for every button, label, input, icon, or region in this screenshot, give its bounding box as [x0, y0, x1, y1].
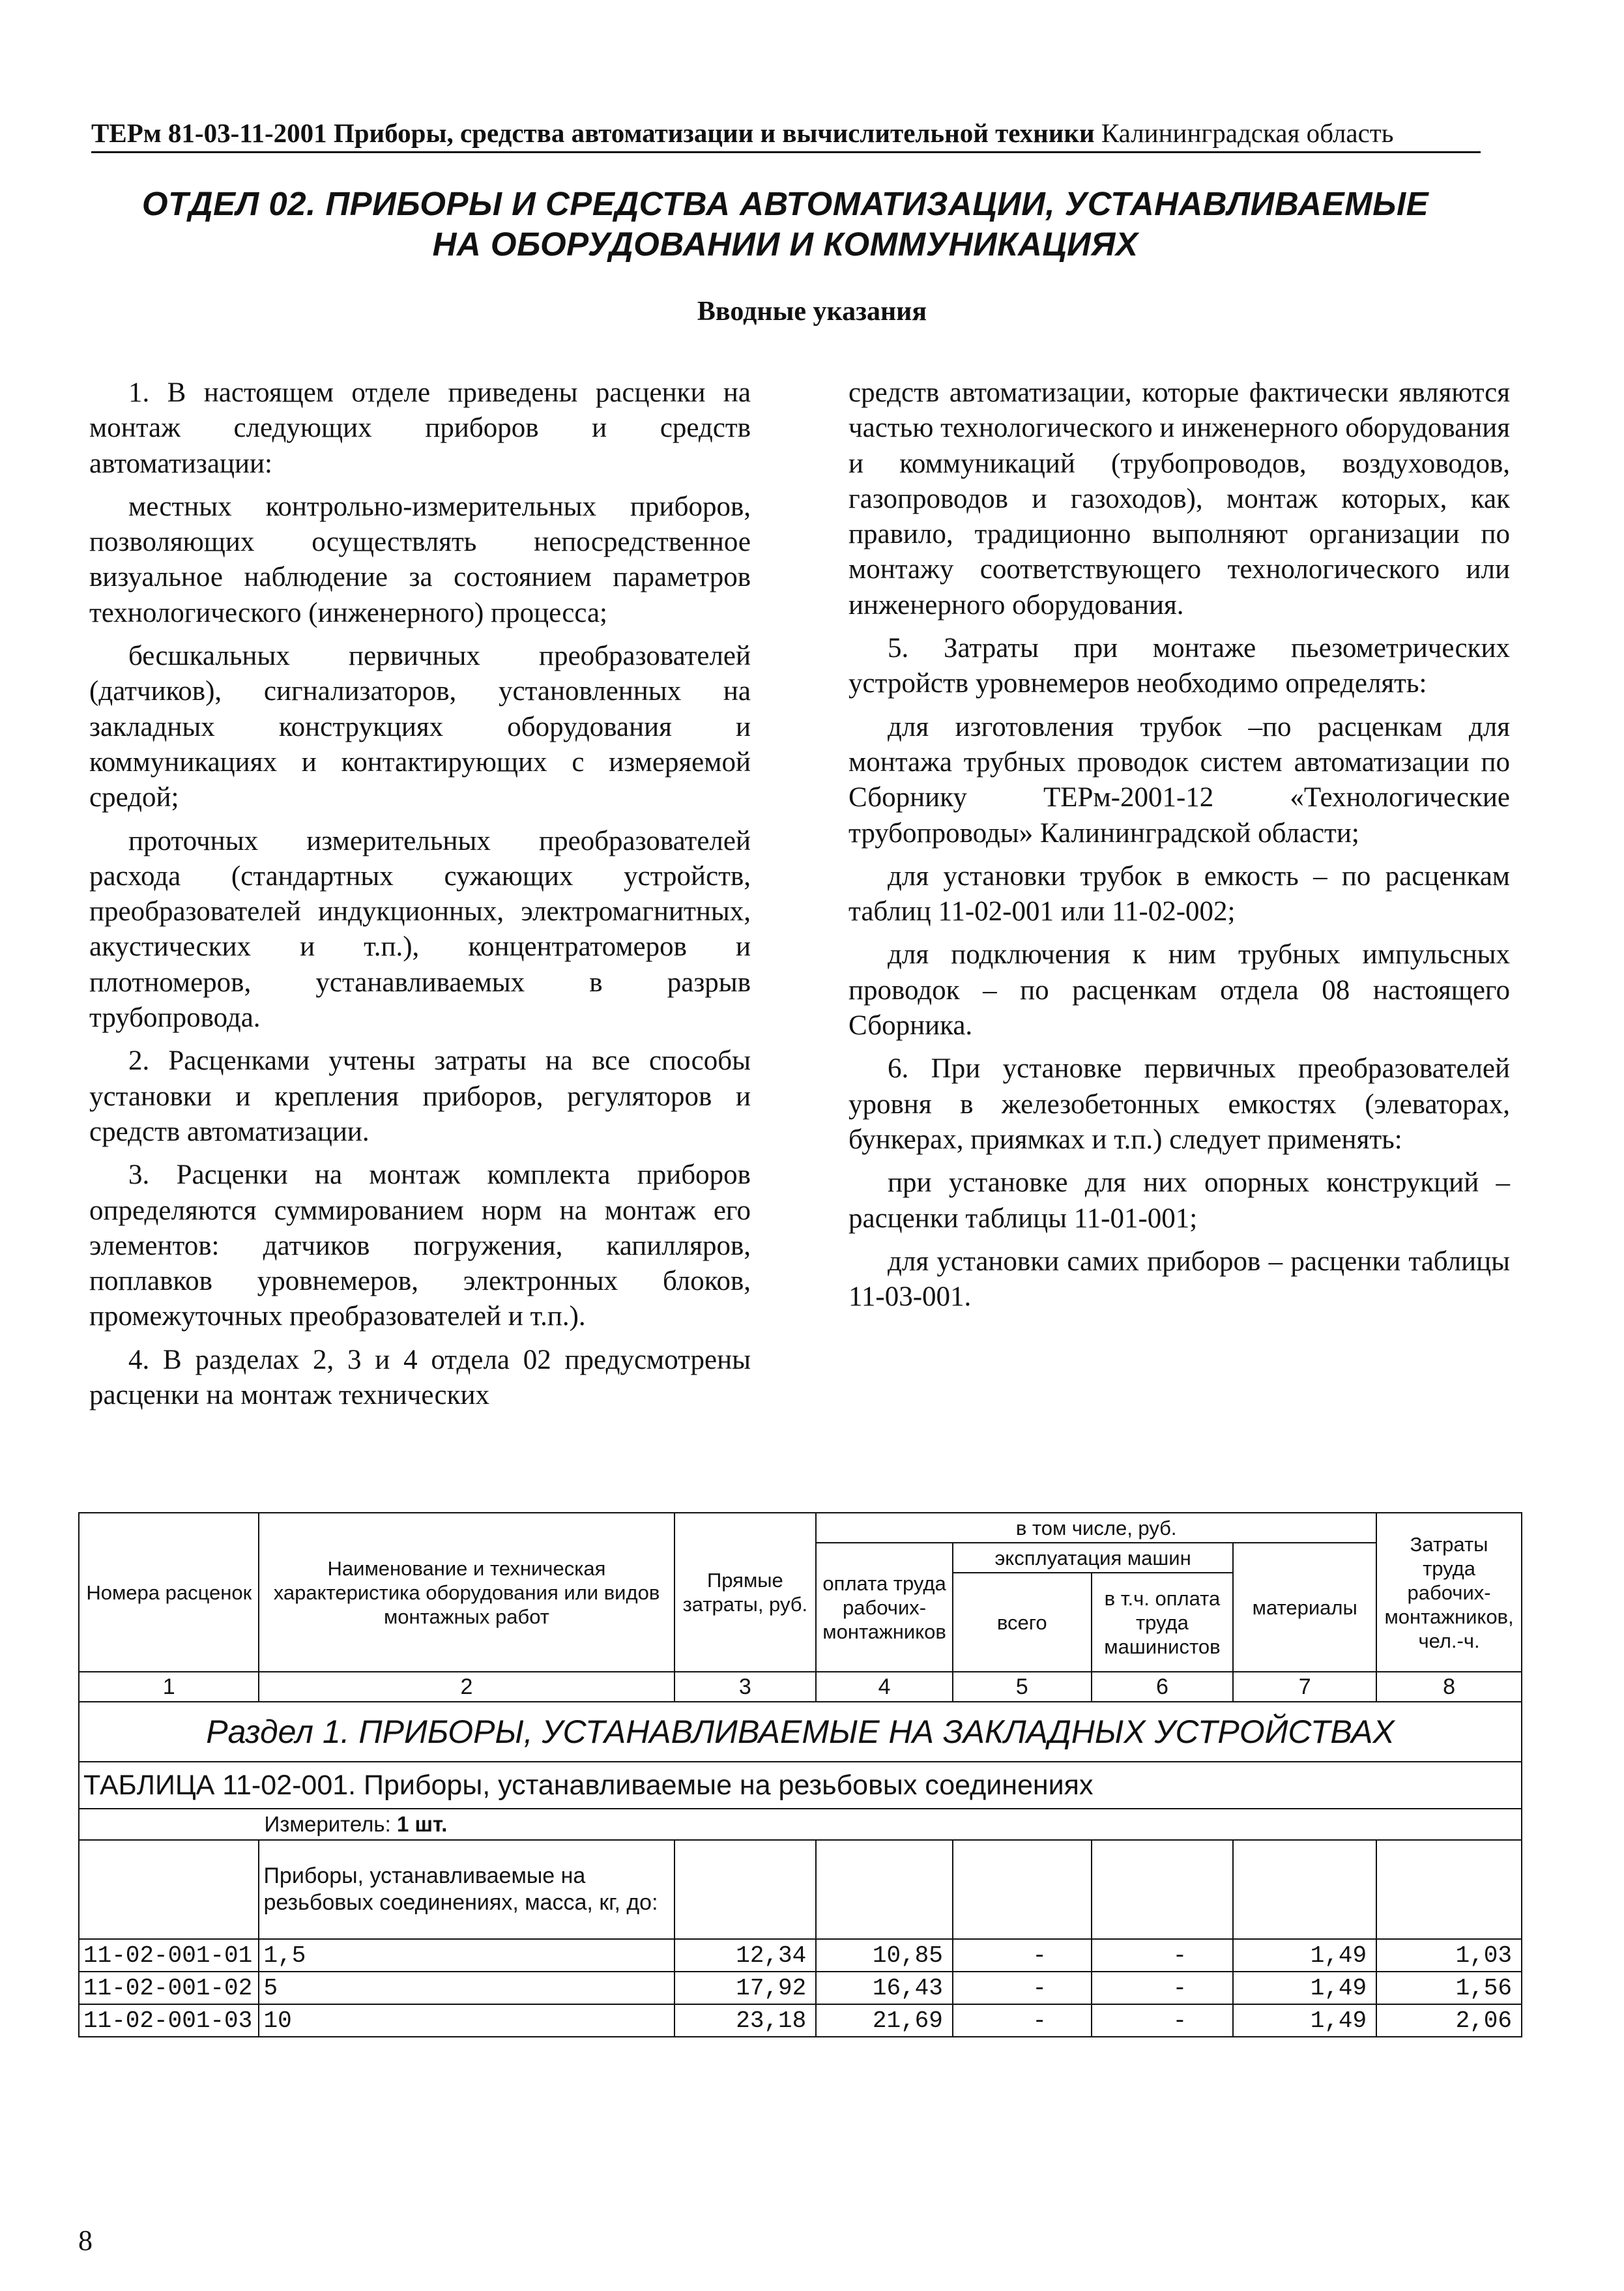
header-region: Калининградская область: [1101, 118, 1394, 148]
measure-label: Измеритель:: [264, 1812, 391, 1836]
paragraph: 1. В настоящем отделе приведены расценки на монтаж следующих приборов и средств автоматизации:: [89, 377, 751, 479]
group-description: Приборы, устанавливаемые на резьбовых соединениях, масса, кг, до:: [259, 1840, 674, 1939]
empty-cell: [79, 1840, 259, 1939]
header-materials: материалы: [1233, 1543, 1376, 1672]
header-machinists-pay: в т.ч. оплата труда машинистов: [1092, 1573, 1234, 1672]
left-column: [89, 375, 751, 1421]
rate-code: 11-02-001-01: [79, 1939, 259, 1972]
labor-hours: 2,06: [1376, 2004, 1522, 2037]
header-labor-hours: Затраты труда рабочих-монтажников, чел.-ч.: [1376, 1513, 1522, 1672]
paragraph: 4. В разделах 2, 3 и 4 отдела 02 предусмотрены расценки на монтаж технических: [89, 1344, 751, 1411]
column-number: 3: [674, 1672, 817, 1702]
rates-table: [78, 1512, 1522, 2037]
labor-pay: 10,85: [816, 1939, 953, 1972]
paragraph: для подключения к ним трубных импульсных проводок – по расценкам отдела 08 настоящего Сборника.: [848, 939, 1510, 1042]
rate-code: 11-02-001-03: [79, 2004, 259, 2037]
direct-costs: 17,92: [674, 1972, 817, 2004]
paragraph: проточных измерительных преобразователей расхода (стандартных сужающих устройств, преобразователей индукционных, электромагнитных, акустических и т.п.), концентратомеров и плотномеров, устанавливаемых в разрыв трубопровода.: [89, 825, 751, 1034]
labor-hours: 1,03: [1376, 1939, 1522, 1972]
column-number: 8: [1376, 1672, 1522, 1702]
table-row: [79, 1972, 1522, 2004]
right-column: [848, 375, 1510, 1322]
paragraph: 3. Расценки на монтаж комплекта приборов определяются суммированием норм на монтаж его элементов: датчиков погружения, капилляров, поплавков уровнемеров, электронных блоков, промежуточных преобразователей и т.п.).: [89, 1160, 751, 1332]
section-title: [72, 184, 1499, 265]
column-number: 7: [1233, 1672, 1376, 1702]
paragraph-continuation: средств автоматизации, которые фактически являются частью технологического и инженерного оборудования и коммуникаций (трубопроводов, воздуховодов, газопроводов и газоходов), монтаж которых, как правило, традиционно выполняют организации по монтажу соответствующего технологического или инженерного оборудования.: [848, 377, 1510, 620]
machines-total: -: [953, 1939, 1092, 1972]
header-machines: эксплуатация машин: [953, 1543, 1233, 1573]
column-number: 4: [816, 1672, 953, 1702]
direct-costs: 23,18: [674, 2004, 817, 2037]
rate-name: 5: [259, 1972, 674, 2004]
column-number: 2: [259, 1672, 674, 1702]
empty-cell: [816, 1840, 953, 1939]
column-number: 1: [79, 1672, 259, 1702]
paragraph: для установки самих приборов – расценки таблицы 11-03-001.: [848, 1246, 1510, 1313]
paragraph: при установке для них опорных конструкций – расценки таблицы 11-01-001;: [848, 1167, 1510, 1234]
rate-name: 10: [259, 2004, 674, 2037]
table-row: [79, 1939, 1522, 1972]
labor-hours: 1,56: [1376, 1972, 1522, 2004]
column-number: 5: [953, 1672, 1092, 1702]
column-numbers-row: [79, 1672, 1522, 1702]
rate-code: 11-02-001-02: [79, 1972, 259, 2004]
header-title: ТЕРм 81-03-11-2001 Приборы, средства автоматизации и вычислительной техники: [91, 118, 1095, 148]
header-including: в том числе, руб.: [816, 1513, 1376, 1543]
materials: 1,49: [1233, 2004, 1376, 2037]
header-codes: Номера расценок: [79, 1513, 259, 1672]
section-title-line-2: НА ОБОРУДОВАНИИ И КОММУНИКАЦИЯХ: [432, 226, 1138, 263]
rate-name: 1,5: [259, 1939, 674, 1972]
paragraph: для изготовления трубок –по расценкам для монтажа трубных проводок систем автоматизации по Сборнику ТЕРм-2001-12 «Технологические трубопроводы» Калининградской области;: [848, 711, 1510, 849]
materials: 1,49: [1233, 1939, 1376, 1972]
machines-total: -: [953, 1972, 1092, 2004]
labor-pay: 21,69: [816, 2004, 953, 2037]
paragraph: 2. Расценками учтены затраты на все способы установки и крепления приборов, регуляторов и средств автоматизации.: [89, 1045, 751, 1147]
running-header: [91, 116, 1481, 153]
empty-cell: [1092, 1840, 1234, 1939]
direct-costs: 12,34: [674, 1939, 817, 1972]
labor-pay: 16,43: [816, 1972, 953, 2004]
table-title: ТАБЛИЦА 11-02-001. Приборы, устанавливаемые на резьбовых соединениях: [79, 1762, 1522, 1809]
paragraph: для установки трубок в емкость – по расценкам таблиц 11-02-001 или 11-02-002;: [848, 860, 1510, 927]
machinists-pay: -: [1092, 1939, 1234, 1972]
paragraph: 5. Затраты при монтаже пьезометрических устройств уровнемеров необходимо определять:: [848, 633, 1510, 699]
measure-line: [259, 1809, 1522, 1840]
header-machines-total: всего: [953, 1573, 1092, 1672]
header-labor-pay: оплата труда рабочих-монтажников: [816, 1543, 953, 1672]
materials: 1,49: [1233, 1972, 1376, 2004]
empty-cell: [953, 1840, 1092, 1939]
machines-total: -: [953, 2004, 1092, 2037]
page-number: 8: [78, 2225, 93, 2256]
machinists-pay: -: [1092, 2004, 1234, 2037]
header-name: Наименование и техническая характеристика оборудования или видов монтажных работ: [259, 1513, 674, 1672]
column-number: 6: [1092, 1672, 1234, 1702]
measure-spacer: [79, 1809, 259, 1840]
paragraph: 6. При установке первичных преобразователей уровня в железобетонных емкостях (элеваторах, бункерах, приямках и т.п.) следует применять:: [848, 1053, 1510, 1155]
intro-heading: Вводные указания: [697, 297, 927, 327]
empty-cell: [1376, 1840, 1522, 1939]
empty-cell: [674, 1840, 817, 1939]
machinists-pay: -: [1092, 1972, 1234, 2004]
empty-cell: [1233, 1840, 1376, 1939]
section-title-line-1: ОТДЕЛ 02. ПРИБОРЫ И СРЕДСТВА АВТОМАТИЗАЦИИ, УСТАНАВЛИВАЕМЫЕ: [141, 185, 1429, 222]
header-direct-costs: Прямые затраты, руб.: [674, 1513, 817, 1672]
section-heading: Раздел 1. ПРИБОРЫ, УСТАНАВЛИВАЕМЫЕ НА ЗАКЛАДНЫХ УСТРОЙСТВАХ: [79, 1702, 1522, 1762]
table-row: [79, 2004, 1522, 2037]
paragraph: бесшкальных первичных преобразователей (датчиков), сигнализаторов, установленных на закладных конструкциях оборудования и коммуникациях и контактирующих с измеряемой средой;: [89, 641, 751, 813]
paragraph: местных контрольно-измерительных приборов, позволяющих осуществлять непосредственное визуальное наблюдение за состоянием параметров технологического (инженерного) процесса;: [89, 491, 751, 628]
measure-value: 1 шт.: [396, 1812, 448, 1836]
